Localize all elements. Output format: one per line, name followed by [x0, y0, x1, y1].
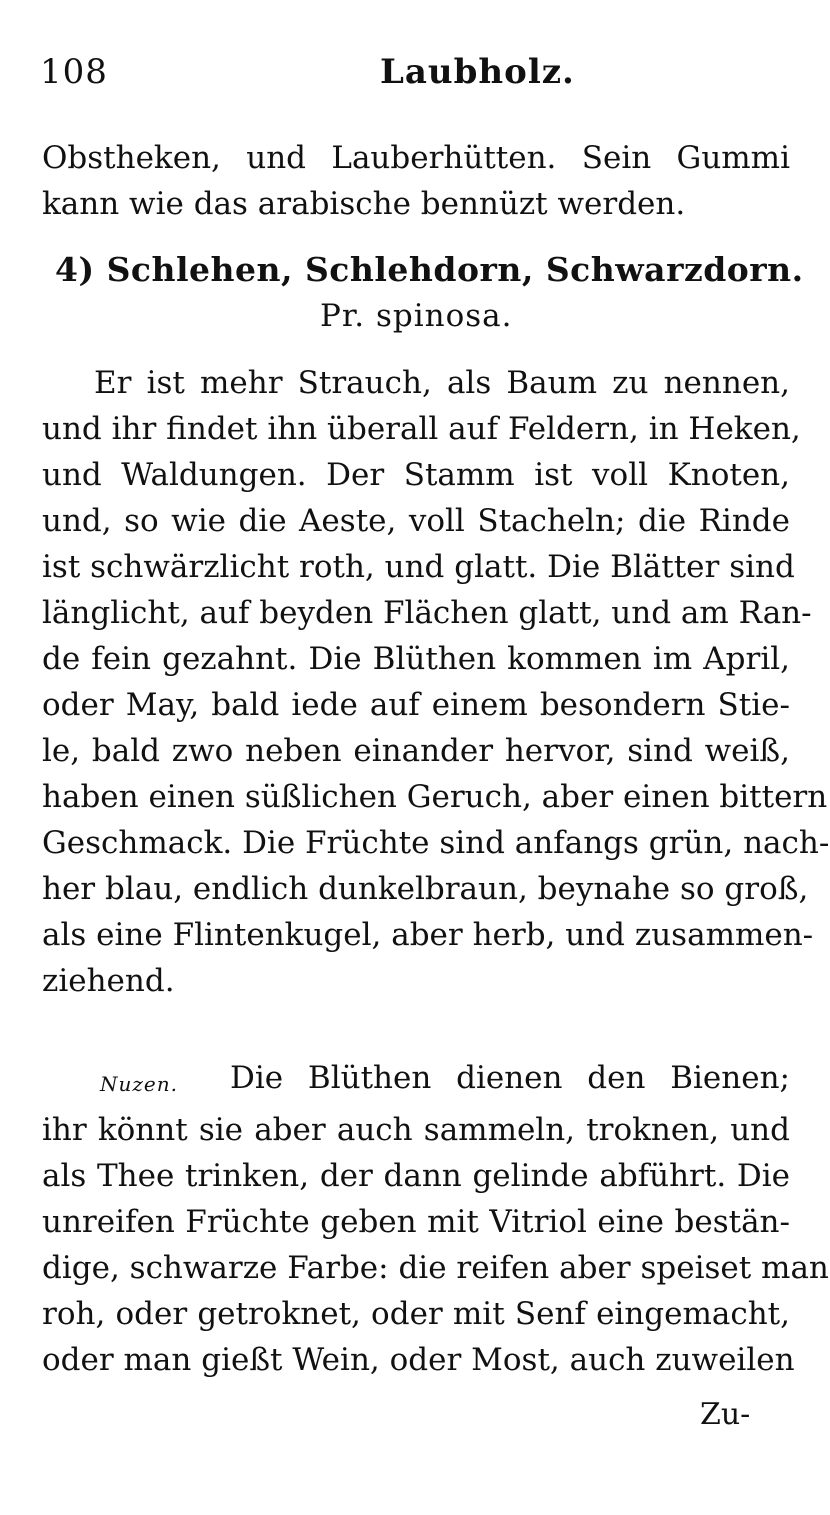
text-line: ziehend.: [42, 963, 175, 999]
text-line: und ihr findet ihn überall auf Feldern, in Heken,: [42, 411, 801, 447]
text-line: und Waldungen. Der Stamm ist voll Knoten,: [42, 457, 790, 493]
text-line: Obstheken, und Lauberhütten. Sein Gummi: [42, 140, 790, 176]
text-line: oder man gießt Wein, oder Most, auch zuweilen: [42, 1342, 795, 1378]
text-line: roh, oder getroknet, oder mit Senf eingemacht,: [42, 1296, 790, 1332]
text-line: ist schwärzlicht roth, und glatt. Die Blätter sind: [42, 549, 795, 585]
text-line: her blau, endlich dunkelbraun, beynahe so groß,: [42, 871, 809, 907]
usage-first-line: [42, 1055, 790, 1107]
text-line: und, so wie die Aeste, voll Stacheln; die Rinde: [42, 503, 790, 539]
text-line: unreifen Früchte geben mit Vitriol eine bestän-: [42, 1204, 790, 1240]
text-line: Die Blüthen dienen den Bienen;: [230, 1060, 790, 1096]
page-header: [40, 52, 790, 102]
text-line: kann wie das arabische bennüzt werden.: [42, 186, 686, 222]
text-line: als eine Flintenkugel, aber herb, und zusammen-: [42, 917, 814, 953]
running-title: Laubholz.: [380, 52, 575, 92]
catchword: Zu-: [700, 1397, 751, 1432]
description-paragraph: [42, 360, 830, 1004]
text-line: als Thee trinken, der dann gelinde abführt. Die: [42, 1158, 790, 1194]
intro-paragraph: [42, 135, 790, 227]
margin-note-usage: Nuzen.: [100, 1072, 178, 1096]
text-line: de fein gezahnt. Die Blüthen kommen im April,: [42, 641, 790, 677]
text-line: le, bald zwo neben einander hervor, sind weiß,: [42, 733, 790, 769]
text-line: Geschmack. Die Früchte sind anfangs grün, nach-: [42, 825, 830, 861]
usage-paragraph: [42, 1055, 829, 1383]
text-line: oder May, bald iede auf einem besondern Stie-: [42, 687, 790, 723]
text-line: ihr könnt sie aber auch sammeln, troknen, und: [42, 1112, 790, 1148]
text-line: haben einen süßlichen Geruch, aber einen bittern: [42, 779, 828, 815]
text-line: länglicht, auf beyden Flächen glatt, und am Ran-: [42, 595, 812, 631]
text-line: dige, schwarze Farbe: die reifen aber speiset man: [42, 1250, 829, 1286]
section-heading: 4) Schlehen, Schlehdorn, Schwarzdorn.: [55, 250, 804, 289]
latin-name: Pr. spinosa.: [320, 298, 513, 334]
text-line: Er ist mehr Strauch, als Baum zu nennen,: [94, 365, 790, 401]
page-number: 108: [40, 52, 108, 92]
